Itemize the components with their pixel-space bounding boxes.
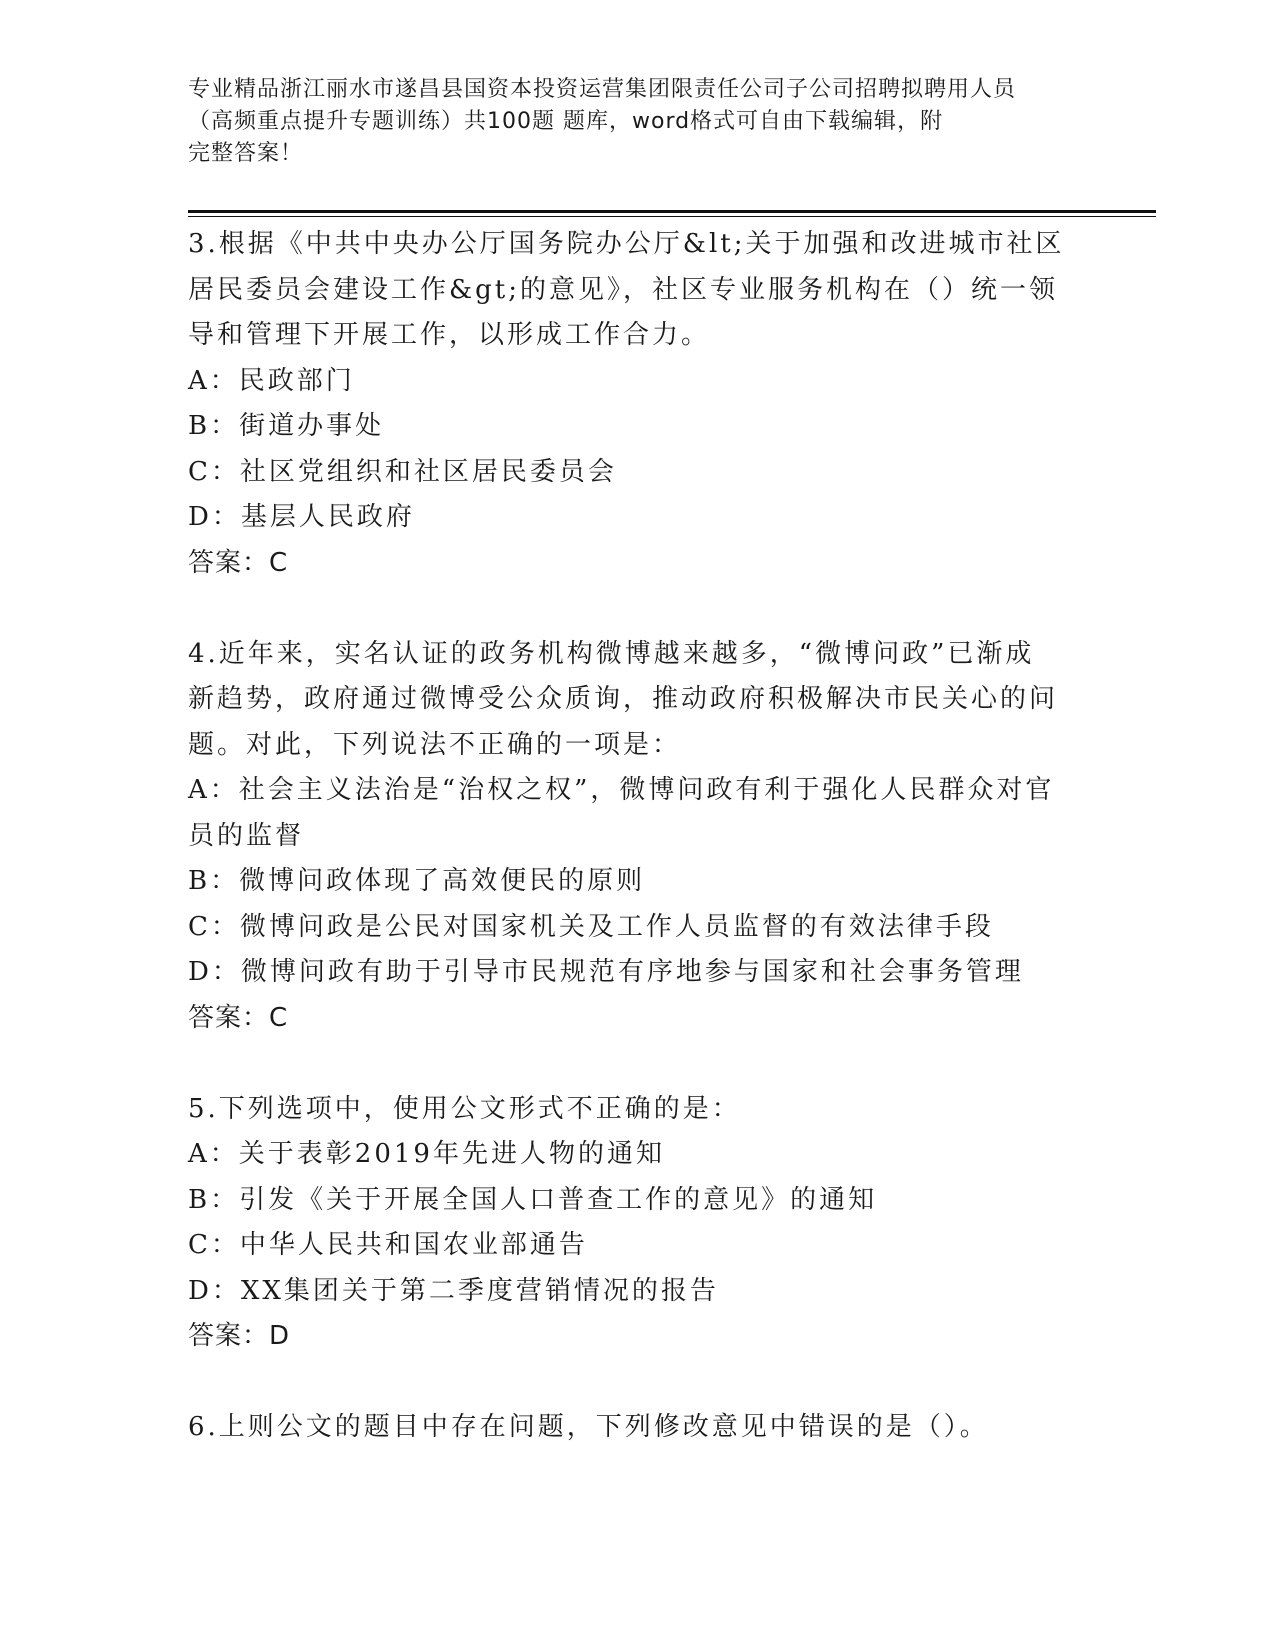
option-line: A：关于表彰2019年先进人物的通知 [188, 1139, 665, 1169]
question-stem [188, 1087, 1088, 1133]
option-line: C：社区党组织和社区居民委员会 [188, 456, 617, 487]
option-line: C：微博问政是公民对国家机关及工作人员监督的有效法律手段 [188, 911, 994, 942]
answer: 答案：D [188, 1321, 291, 1351]
option-line: A：社会主义法治是“治权之权”，微博问政有利于强化人民群众对官 [188, 775, 1055, 805]
question-spacer [188, 586, 1088, 632]
question-6 [188, 1405, 1088, 1451]
header-line: （高频重点提升专题训练）共100题 题库，word格式可自由下载编辑，附 [188, 109, 944, 134]
option-line: D：微博问政有助于引导市民规范有序地参与国家和社会事务管理 [188, 957, 1024, 987]
answer: 答案：C [188, 547, 289, 578]
question-stem [188, 632, 1088, 769]
stem-line: 居民委员会建设工作&gt;的意见》，社区专业服务机构在（）统一领 [188, 274, 1058, 305]
option-line: B：引发《关于开展全国人口普查工作的意见》的通知 [188, 1184, 878, 1215]
option-line: 员的监督 [188, 820, 305, 851]
option-b [188, 404, 1088, 450]
question-list [188, 222, 1088, 1451]
option-line: D：XX集团关于第二季度营销情况的报告 [188, 1275, 719, 1306]
option-b [188, 859, 1088, 905]
option-d [188, 495, 1088, 541]
question-spacer [188, 1360, 1088, 1406]
document-header [188, 74, 1088, 170]
stem-line: 题。对此，下列说法不正确的一项是： [188, 729, 682, 760]
answer: 答案：C [188, 1002, 289, 1033]
option-a [188, 359, 1088, 405]
option-line: B：微博问政体现了高效便民的原则 [188, 866, 646, 896]
stem-line: 4.近年来，实名认证的政务机构微博越来越多，“微博问政”已渐成 [188, 638, 1035, 669]
option-a [188, 1132, 1088, 1178]
question-spacer [188, 1041, 1088, 1087]
header-line: 完整答案！ [188, 141, 304, 166]
question-stem [188, 222, 1088, 359]
option-line: C：中华人民共和国农业部通告 [188, 1230, 588, 1260]
question-3 [188, 222, 1088, 586]
option-line: A：民政部门 [188, 365, 355, 396]
question-stem [188, 1405, 1088, 1451]
option-line: D：基层人民政府 [188, 502, 415, 532]
stem-line: 3.根据《中共中央办公厅国务院办公厅&lt;关于加强和改进城市社区 [188, 229, 1065, 259]
option-a [188, 768, 1088, 859]
stem-line: 6.上则公文的题目中存在问题，下列修改意见中错误的是（）。 [188, 1412, 989, 1442]
option-line: B：街道办事处 [188, 411, 385, 441]
option-c [188, 1223, 1088, 1269]
header-divider-thick [188, 210, 1156, 213]
option-c [188, 450, 1088, 496]
stem-line: 5.下列选项中，使用公文形式不正确的是： [188, 1093, 741, 1124]
stem-line: 导和管理下开展工作，以形成工作合力。 [188, 320, 711, 350]
option-d [188, 950, 1088, 996]
header-divider-thin [188, 216, 1156, 217]
option-d [188, 1269, 1088, 1315]
header-line: 专业精品浙江丽水市遂昌县国资本投资运营集团限责任公司子公司招聘拟聘用人员 [188, 77, 1017, 102]
question-5 [188, 1087, 1088, 1360]
option-c [188, 905, 1088, 951]
question-4 [188, 632, 1088, 1042]
option-b [188, 1178, 1088, 1224]
stem-line: 新趋势，政府通过微博受公众质询，推动政府积极解决市民关心的问 [188, 684, 1059, 714]
